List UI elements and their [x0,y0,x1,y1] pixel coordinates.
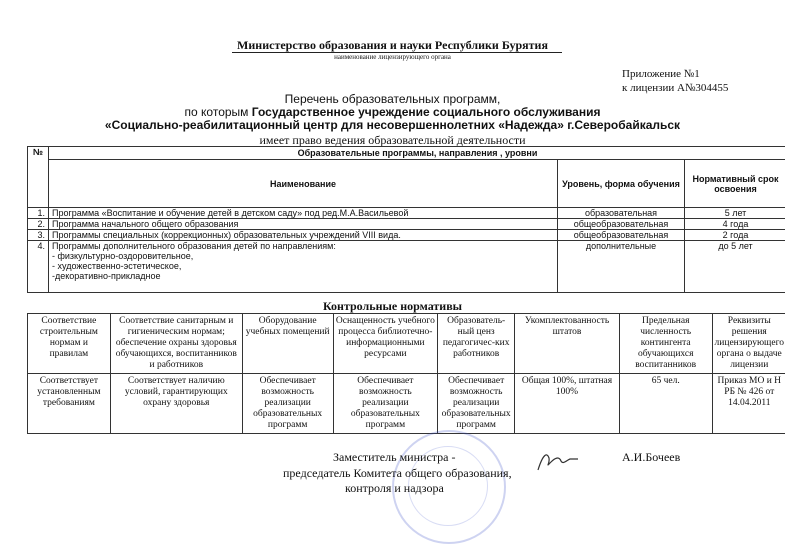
control-value: Обеспечивает возможность реализации образовательных программ [333,374,438,434]
table-row [28,219,785,230]
control-value: Общая 100%, штатная 100% [515,374,620,434]
row-level: общеобразовательная [558,230,685,241]
control-value: Обеспечивает возможность реализации образовательных программ [438,374,515,434]
table-row [28,230,785,241]
row-name: Программа «Воспитание и обучение детей в детском саду» под ред.М.А.Васильевой [49,208,558,219]
row-num: 4. [28,241,49,293]
handwritten-signature [535,448,580,474]
row-level: дополнительные [558,241,685,293]
control-value: Соответствует установленным требованиям [28,374,111,434]
institution-prefix: по которым [185,105,249,119]
col-level-header: Уровень, форма обучения [558,160,685,208]
row-name: Программы специальных (коррекционных) образовательных учреждений VIII вида. [49,230,558,241]
control-header: Реквизиты решения лицензирующего органа о выдаче лицензии [712,314,785,374]
col-group-header: Образовательные программы, направления , уровни [49,147,785,160]
appendix-block [622,67,728,95]
ministry-name: Министерство образования и науки Республики Бурятия [0,38,785,53]
row-num: 3. [28,230,49,241]
control-value: 65 чел. [619,374,712,434]
row-name-heading: Программы дополнительного образования детей по направлениям: [52,241,554,251]
institution-line [0,105,785,119]
control-header: Укомплектованность штатов [515,314,620,374]
institution-type: Государственное учреждение социального обслуживания [252,105,601,119]
ministry-subtitle: наименование лицензирующего органа [0,53,785,61]
row-term: 4 года [685,219,785,230]
control-table [27,313,785,434]
row-term: 2 года [685,230,785,241]
control-header-row [28,314,785,374]
direction-item: -декоративно-прикладное [52,271,554,281]
row-num: 1. [28,208,49,219]
rights-line: имеет право ведения образовательной деятельности [0,133,785,148]
direction-item: - художественно-эстетическое, [52,261,554,271]
programs-table [27,146,785,293]
table-row [28,241,785,293]
col-name-header: Наименование [49,160,558,208]
row-level: общеобразовательная [558,219,685,230]
row-term: 5 лет [685,208,785,219]
control-value-row [28,374,785,434]
row-term: до 5 лет [685,241,785,293]
license-number: к лицензии А№304455 [622,81,728,95]
row-level: образовательная [558,208,685,219]
control-header: Предельная численность контингента обучающихся воспитанников [619,314,712,374]
control-title: Контрольные нормативы [0,299,785,314]
col-term-header: Нормативный срок освоения [685,160,785,208]
list-title: Перечень образовательных программ, [0,92,785,106]
control-header: Соответствие строительным нормам и правилам [28,314,111,374]
row-name: Программа начального общего образования [49,219,558,230]
control-value: Приказ МО и Н РБ № 426 от 14.04.2011 [712,374,785,434]
row-name [49,241,558,293]
signatory-name: А.И.Бочеев [622,450,680,465]
appendix-label: Приложение №1 [622,67,728,81]
institution-name: «Социально-реабилитационный центр для несовершеннолетних «Надежда» г.Северобайкальск [0,118,785,132]
control-header: Соответствие санитарным и гигиеническим нормам; обеспечение охраны здоровья обучающихся, воспитанников и работников [110,314,242,374]
control-header: Образователь-ный ценз педагогичес-ких работников [438,314,515,374]
signatory-position-3: контроля и надзора [345,481,444,496]
control-header: Оснащенность учебного процесса библиотечно-информационными ресурсами [333,314,438,374]
signatory-position-2: председатель Комитета общего образования, [283,466,512,481]
control-value: Обеспечивает возможность реализации образовательных программ [242,374,333,434]
table-row [28,208,785,219]
direction-item: - физкультурно-оздоровительное, [52,251,554,261]
row-num: 2. [28,219,49,230]
control-header: Оборудование учебных помещений [242,314,333,374]
signatory-position-1: Заместитель министра - [333,450,455,465]
col-num-header: № [28,147,49,208]
control-value: Соответствует наличию условий, гарантирующих охрану здоровья [110,374,242,434]
